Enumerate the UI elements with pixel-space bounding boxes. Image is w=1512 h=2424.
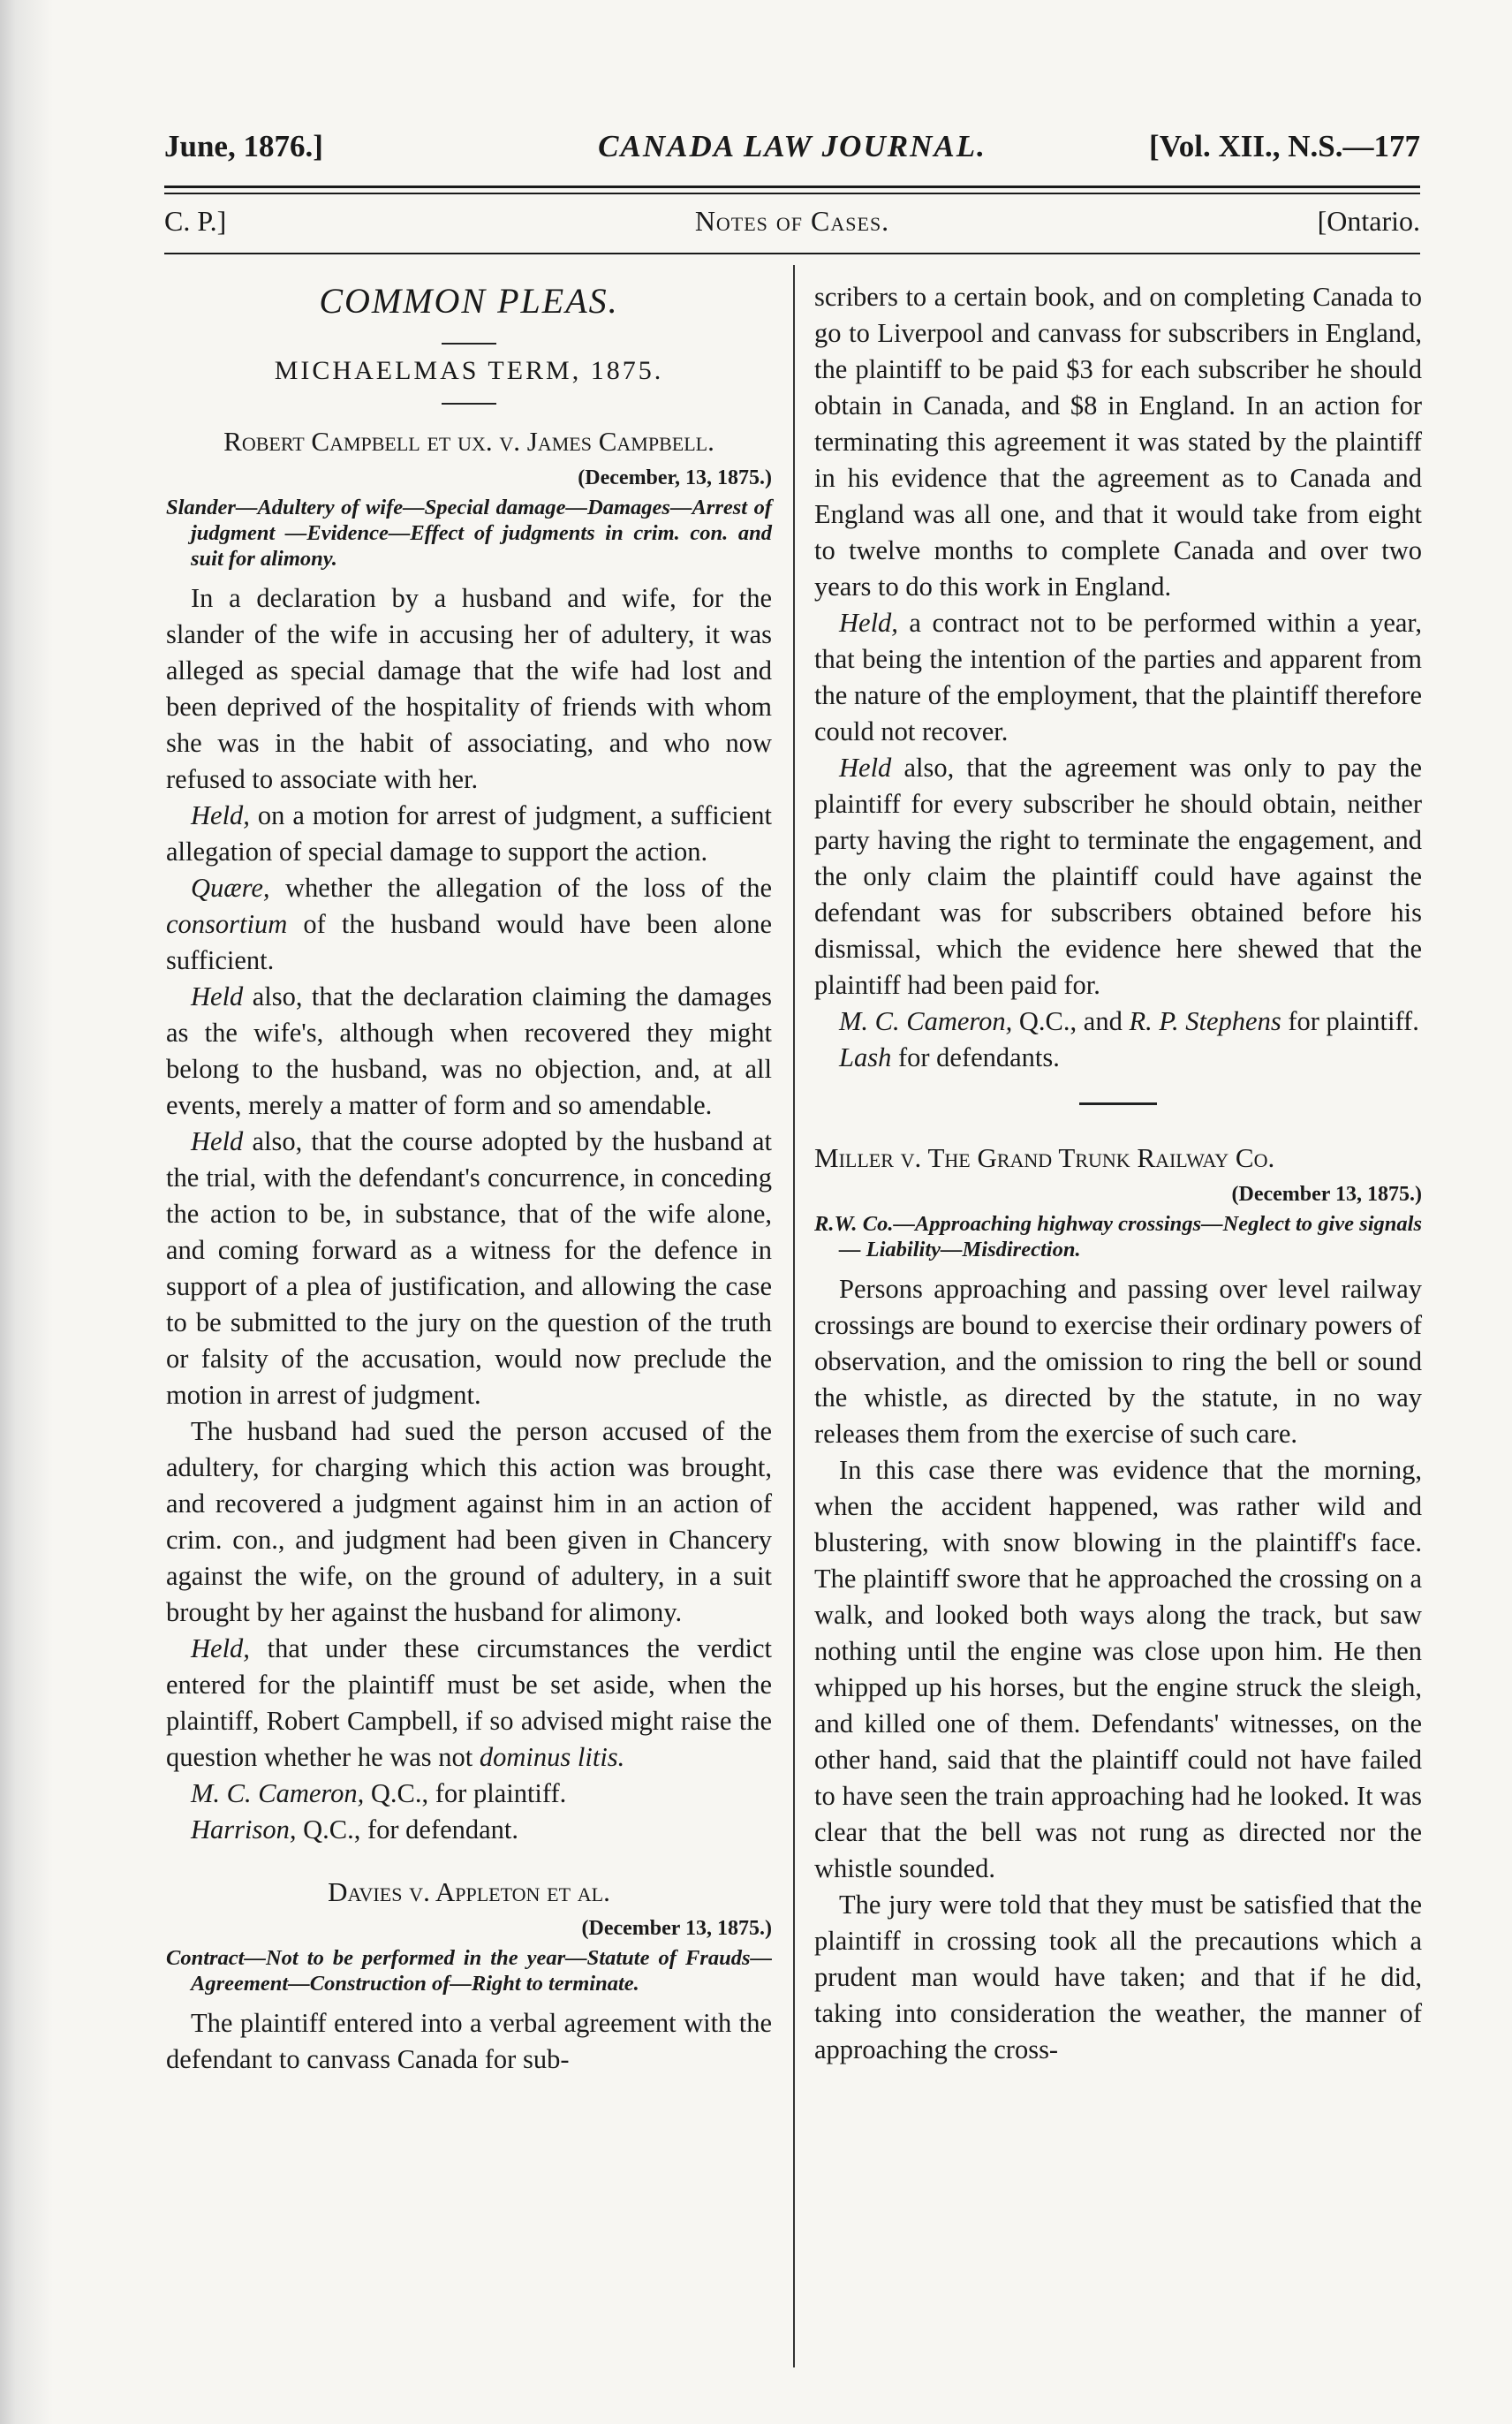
- paragraph: [166, 979, 772, 1124]
- latin-term: consortium: [166, 909, 288, 939]
- counsel-name: Harrison,: [191, 1814, 297, 1845]
- paragraph-text: also, that the agreement was only to pay the plaintiff for every subscriber he should obtain, neither party having the right to terminate the engagement, and the only claim the plaintiff could have against the defendant was for subscribers obtained before his dismissal, which the evidence here shewed that the plaintiff had been paid for.: [814, 753, 1422, 1000]
- journal-title: CANADA LAW JOURNAL.: [598, 129, 987, 163]
- paragraph: The plaintiff entered into a verbal agreement with the defendant to canvass Canada for sub-: [166, 2008, 772, 2074]
- paragraph: In this case there was evidence that the morning, when the accident happened, was rather wild and blustering, with snow blowing in the plaintiff's face. The plaintiff swore that he approached the crossing on a walk, and looked both ways along the track, but saw nothing until the engine was close upon him. He then whipped up his horses, but the engine struck the sleigh, and killed one of them. Defendants' witnesses, on the other hand, said that the plaintiff could not have failed to have seen the train approaching had he looked. It was clear that the bell was not rung as directed nor the whistle sounded.: [814, 1455, 1422, 1883]
- headnote: Contract—Not to be performed in the year—Statute of Frauds—Agreement—Construction of—Right to terminate.: [166, 1946, 772, 1996]
- counsel-name: R. P. Stephens: [1129, 1006, 1281, 1036]
- province: [Ontario.: [1317, 205, 1420, 237]
- issue-date: June, 1876.]: [164, 129, 323, 163]
- held-lead: Held: [839, 753, 892, 783]
- case-date: (December, 13, 1875.): [578, 466, 772, 489]
- section-title: Notes of Cases.: [694, 205, 890, 237]
- counsel-role: for plaintiff.: [1281, 1006, 1419, 1036]
- court-title: COMMON PLEAS.: [319, 281, 619, 321]
- section-head: [164, 205, 1420, 246]
- headnote: Slander—Adultery of wife—Special damage—Damages—Arrest of judgment —Evidence—Effect of judgments in crim. con. and suit for alimony.: [166, 496, 772, 571]
- divider-rule: [1079, 1102, 1157, 1105]
- case-title: Miller v. The Grand Trunk Railway Co.: [814, 1142, 1275, 1173]
- case-title: Davies v. Appleton et al.: [328, 1876, 610, 1907]
- counsel-line: [166, 1812, 772, 1848]
- case-date: (December 13, 1875.): [1231, 1183, 1422, 1206]
- case-date: (December 13, 1875.): [581, 1917, 772, 1940]
- counsel-role: Q.C., for plaintiff.: [364, 1778, 567, 1808]
- paragraph: In a declaration by a husband and wife, for the slander of the wife in accusing her of adultery, it was alleged as special damage that the wife had lost and been deprived of the hospitality of friends with whom she was in the habit of associating, and who now refused to associate with her.: [166, 583, 772, 794]
- running-head: [164, 129, 1420, 175]
- page-binding-shadow: [0, 0, 62, 2424]
- paragraph-text: of the husband would have been alone sufficient.: [166, 909, 772, 975]
- paragraph: The jury were told that they must be satisfied that the plaintiff in crossing took all the precautions which a prudent man would have taken; and that if he did, taking into consideration the weather, the manner of approaching the cross-: [814, 1890, 1422, 2064]
- divider-rule: [442, 343, 496, 345]
- counsel-name: M. C. Cameron,: [191, 1778, 365, 1808]
- paragraph: scribers to a certain book, and on completing Canada to go to Liverpool and canvass for subscribers in England, the plaintiff to be paid $3 for each subscriber he should obtain in Canada, and $8 in England. In an action for terminating this agreement it was stated by the plaintiff in his evidence that the agreement as to Canada and England was all one, and that it would take from eight to twelve months to complete Canada and over two years to do this work in England.: [814, 282, 1422, 602]
- paragraph: The husband had sued the person accused of the adultery, for charging which this action was brought, and recovered a judgment against him in an action of crim. con., and judgment had been given in Chancery against the wife, on the ground of adultery, in a suit brought by her against the husband for alimony.: [166, 1416, 772, 1627]
- court-abbrev: C. P.]: [164, 205, 227, 237]
- paragraph: [166, 798, 772, 870]
- section-rule: [164, 253, 1420, 254]
- paragraph: Persons approaching and passing over level railway crossings are bound to exercise their ordinary powers of observation, and the omission to ring the bell or sound the whistle, as directed by the statute, in no way releases them from the exercise of such care.: [814, 1274, 1422, 1449]
- counsel-name: Lash: [839, 1042, 892, 1072]
- counsel-line: [166, 1776, 772, 1812]
- paragraph: [166, 1124, 772, 1413]
- paragraph-text: a contract not to be performed within a year, that being the intention of the parties and apparent from the nature of the employment, that the plaintiff therefore could not recover.: [814, 608, 1422, 746]
- counsel-role: Q.C., and: [1012, 1006, 1130, 1036]
- case-title: Robert Campbell et ux. v. James Campbell.: [223, 426, 714, 457]
- paragraph-text: whether the allegation of the loss of the: [269, 873, 772, 903]
- volume-page: [Vol. XII., N.S.—177: [1149, 129, 1420, 163]
- header-rule: [164, 186, 1420, 188]
- held-lead: Held: [191, 981, 244, 1011]
- held-lead: Held,: [191, 1633, 250, 1663]
- divider-rule: [442, 403, 496, 405]
- paragraph: [814, 605, 1422, 750]
- headnote: R.W. Co.—Approaching highway crossings—Neglect to give signals— Liability—Misdirection.: [814, 1212, 1422, 1261]
- quaere-lead: Quære,: [191, 873, 270, 903]
- paragraph: [166, 1631, 772, 1776]
- term-title: MICHAELMAS TERM, 1875.: [274, 356, 664, 385]
- header-rule: [164, 193, 1420, 194]
- paragraph-text: also, that the declaration claiming the damages as the wife's, although when recovered they might belong to the husband, was no objection, and, at all events, merely a matter of form and so amendable.: [166, 981, 772, 1120]
- paragraph: [166, 870, 772, 979]
- left-column: [166, 281, 772, 2078]
- held-lead: Held: [191, 1126, 244, 1156]
- held-lead: Held,: [839, 608, 898, 638]
- paragraph-text: that under these circumstances the verdict entered for the plaintiff must be set aside, when the plaintiff, Robert Campbell, if so advised might raise the question whether he was not: [166, 1633, 772, 1772]
- counsel-role: for defendants.: [891, 1042, 1060, 1072]
- latin-term: dominus litis.: [479, 1742, 625, 1772]
- right-column: [814, 279, 1422, 2068]
- paragraph-text: on a motion for arrest of judgment, a sufficient allegation of special damage to support the action.: [166, 800, 772, 867]
- column-divider: [793, 265, 795, 2367]
- counsel-line: [814, 1040, 1422, 1076]
- held-lead: Held,: [191, 800, 250, 830]
- paragraph: [814, 750, 1422, 1004]
- counsel-role: Q.C., for defendant.: [296, 1814, 519, 1845]
- counsel-name: M. C. Cameron,: [839, 1006, 1013, 1036]
- paragraph-text: also, that the course adopted by the husband at the trial, with the defendant's concurrence, in conceding the action to be, in substance, that of the wife alone, and coming forward as a witness for the defence in support of a plea of justification, and allowing the case to be submitted to the jury on the question of the truth or falsity of the accusation, would now preclude the motion in arrest of judgment.: [166, 1126, 772, 1410]
- counsel-line: [814, 1004, 1422, 1040]
